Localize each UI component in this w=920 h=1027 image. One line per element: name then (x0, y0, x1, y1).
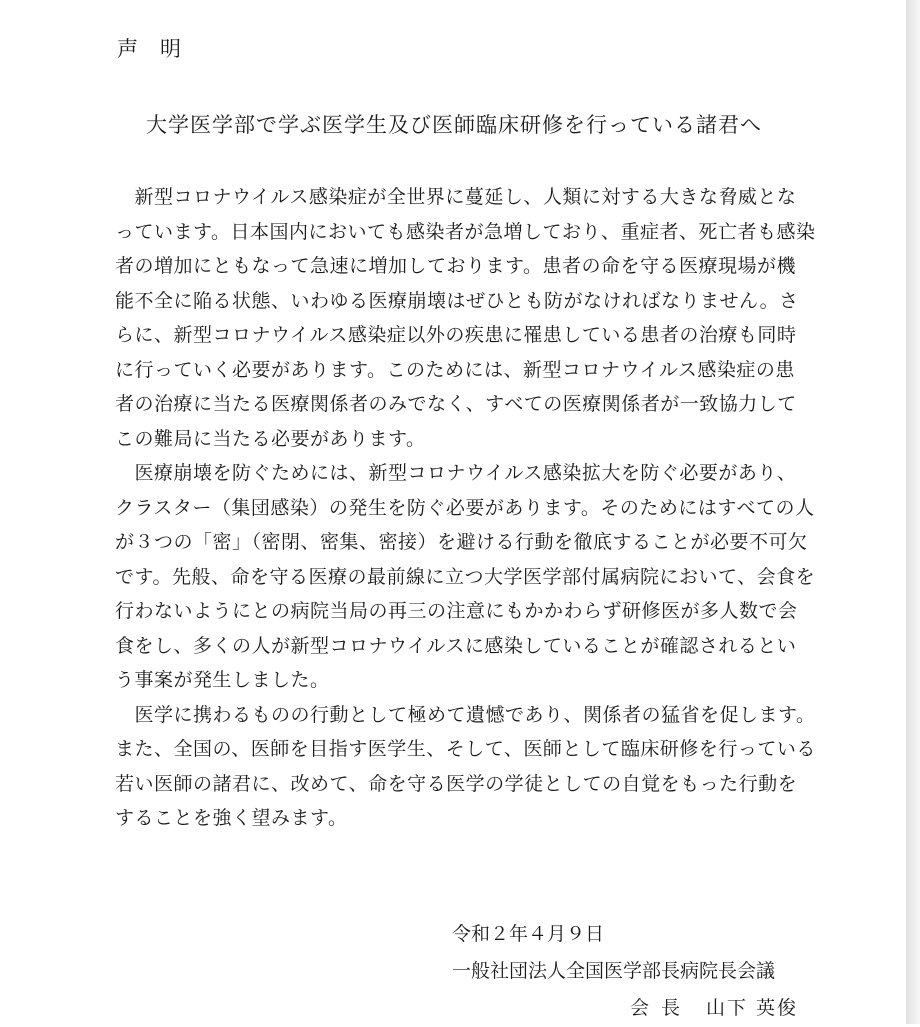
signature-organization: 一般社団法人全国医学部長病院長会議 (452, 960, 776, 982)
body-line: 若い医師の諸君に、改めて、命を守る医学の学徒としての自覚をもった行動を (115, 772, 798, 795)
signature-block (452, 916, 798, 1027)
body-line: う事案が発生しました。 (115, 669, 330, 691)
body-line: また、全国の、医師を目指す医学生、そして、医師として臨床研修を行っている (115, 738, 816, 760)
body-line: 行わないようにとの病院当局の再三の注意にもかかわらず研修医が多人数で会 (115, 600, 798, 622)
body-line: っています。日本国内においても感染者が急増しており、重症者、死亡者も感染 (115, 220, 816, 243)
body-line: 者の治療に当たる医療関係者のみでなく、すべての医療関係者が一致協力して (115, 393, 797, 415)
body-line: 新型コロナウイルス感染症が全世界に蔓延し、人類に対する大きな脅威とな (115, 186, 797, 208)
body-line: 医療崩壊を防ぐためには、新型コロナウイルス感染拡大を防ぐ必要があり、 (115, 462, 797, 484)
body-line: らに、新型コロナウイルス感染症以外の疾患に罹患している患者の治療も同時 (115, 324, 797, 346)
body-line: に行っていく必要があります。このためには、新型コロナウイルス感染症の患 (115, 358, 795, 381)
page-edge (906, 0, 920, 1024)
body-line: この難局に当たる必要があります。 (115, 427, 426, 450)
body-line: することを強く望みます。 (115, 807, 348, 829)
body-line: 能不全に陥る状態、いわゆる医療崩壊はぜひとも防がなければなりません。さ (115, 289, 799, 312)
document-heading: 声明 (117, 37, 203, 61)
body-line: が３つの「密」（密閉、密集、密接）を避ける行動を徹底することが必要不可欠 (115, 531, 808, 553)
signature-president (452, 990, 798, 1027)
body-line: 食をし、多くの人が新型コロナウイルスに感染していることが確認されるとい (115, 634, 797, 657)
signature-date: 令和２年４月９日 (452, 923, 605, 945)
signature-name: 山下 英俊 (706, 997, 799, 1019)
body-line: 医学に携わるものの行動として極めて遺憾であり、関係者の猛省を促します。 (115, 703, 816, 726)
body-line: です。先般、命を守る医療の最前線に立つ大学医学部付属病院において、会食を (115, 565, 816, 588)
body-line: クラスター（集団感染）の発生を防ぐ必要があります。そのためにはすべての人 (115, 496, 815, 519)
signature-role: 会長 (630, 997, 693, 1019)
document-body (115, 180, 815, 836)
body-line: 者の増加にともなって急速に増加しております。患者の命を守る医療現場が機 (115, 255, 796, 277)
document-subtitle: 大学医学部で学ぶ医学生及び医師臨床研修を行っている諸君へ (146, 113, 762, 137)
